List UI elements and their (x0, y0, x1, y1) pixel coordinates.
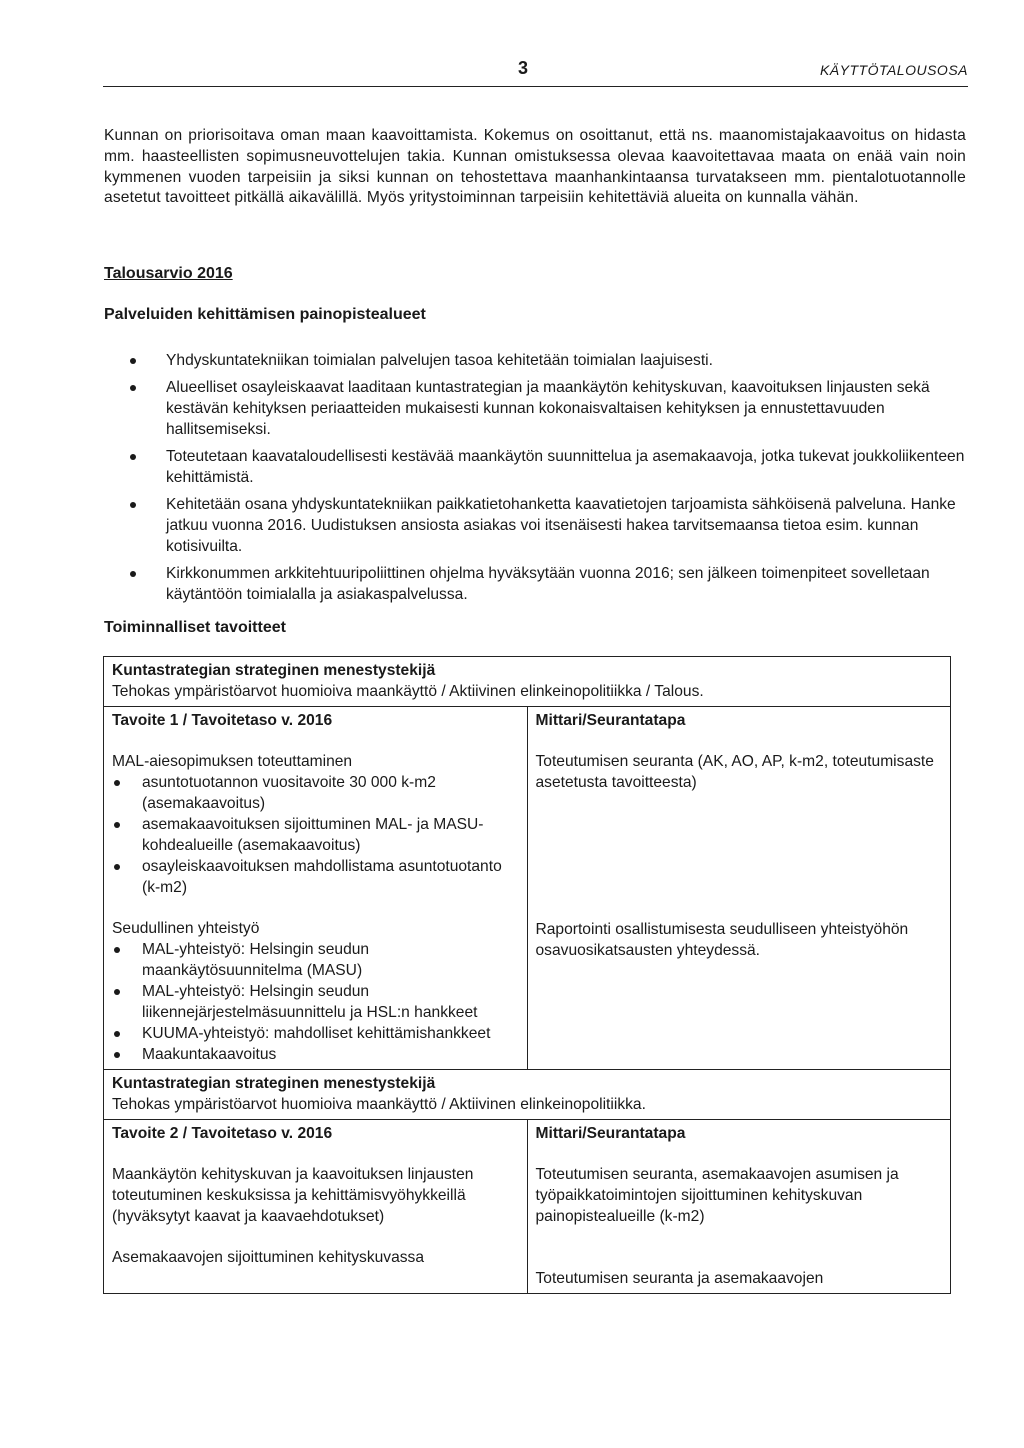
strategy-text: Tehokas ympäristöarvot huomioiva maankäyttö / Aktiivinen elinkeinopolitiikka. (112, 1096, 646, 1113)
strategy-cell (104, 1070, 951, 1120)
metric-cell (527, 1120, 951, 1294)
metric-text: Toteutumisen seuranta (AK, AO, AP, k-m2, toteutumisaste asetetusta tavoitteesta) (535, 753, 934, 791)
goal-group-list (112, 939, 519, 1065)
goal-group-title: MAL-aiesopimuksen toteuttaminen (112, 753, 353, 770)
focus-list (104, 350, 966, 611)
strategy-cell (104, 657, 951, 707)
goal-header: Tavoite 1 / Tavoitetaso v. 2016 (112, 712, 333, 729)
page-header (103, 58, 968, 87)
goals-table (103, 656, 951, 1294)
list-item: Toteutetaan kaavataloudellisesti kestävää maankäytön suunnittelua ja asemakaavoja, jotka tukevat joukkoliikenteen kehittämistä. (104, 446, 966, 488)
list-item: asuntotuotannon vuositavoite 30 000 k-m2 (asemakaavoitus) (112, 772, 519, 814)
budget-heading: Talousarvio 2016 (104, 265, 233, 282)
strategy-text: Tehokas ympäristöarvot huomioiva maankäyttö / Aktiivinen elinkeinopolitiikka / Talous. (112, 683, 704, 700)
intro-paragraph: Kunnan on priorisoitava oman maan kaavoittamista. Kokemus on osoittanut, että ns. maanomistajakaavoitus on hidasta mm. haasteellisten sopimusneuvottelujen takia. Kunnan omistuksessa olevaa kaavoitettavaa maata on enää vain noin kymmenen vuoden tarpeisiin ja siksi kunnan on tehostettava maanhankintaansa turvatakseen mm. pientalotuotannolle asetetut tavoitteet pitkällä aikavälillä. Myös yritystoiminnan tarpeisiin kehitettäviä alueita on kunnalla vähän. (104, 127, 966, 207)
focus-heading: Palveluiden kehittämisen painopistealueet (104, 306, 426, 323)
list-item: asemakaavoituksen sijoittuminen MAL- ja MASU-kohdealueille (asemakaavoitus) (112, 814, 519, 856)
page-number: 3 (518, 58, 529, 78)
list-item: KUUMA-yhteistyö: mahdolliset kehittämishankkeet (112, 1023, 519, 1044)
metric-header: Mittari/Seurantatapa (535, 1125, 686, 1142)
goal-text: Asemakaavojen sijoittuminen kehityskuvassa (112, 1249, 425, 1266)
metric-text: Toteutumisen seuranta, asemakaavojen asumisen ja työpaikkatoimintojen sijoittuminen kehityskuvan painopistealueille (k-m2) (535, 1166, 899, 1225)
goal-group-list (112, 772, 519, 898)
list-item: MAL-yhteistyö: Helsingin seudun maankäytösuunnitelma (MASU) (112, 939, 519, 981)
goal-header: Tavoite 2 / Tavoitetaso v. 2016 (112, 1125, 333, 1142)
table-row (104, 657, 951, 707)
goal-text: Maankäytön kehityskuvan ja kaavoituksen linjausten toteutuminen keskuksissa ja kehittämisvyöhykkeillä (hyväksytyt kaavat ja kaavaehdotukset) (112, 1166, 474, 1225)
metric-header: Mittari/Seurantatapa (535, 712, 686, 729)
strategy-title: Kuntastrategian strateginen menestystekijä (112, 662, 436, 679)
list-item: Kirkkonummen arkkitehtuuripoliittinen ohjelma hyväksytään vuonna 2016; sen jälkeen toimenpiteet sovelletaan käytäntöön toimialalla ja asiakaspalvelussa. (104, 563, 966, 605)
table-row (104, 707, 951, 1070)
goal-cell (104, 707, 528, 1070)
metric-cell (527, 707, 951, 1070)
strategy-title: Kuntastrategian strateginen menestystekijä (112, 1075, 436, 1092)
list-item: osayleiskaavoituksen mahdollistama asuntotuotanto (k-m2) (112, 856, 519, 898)
list-item: Kehitetään osana yhdyskuntatekniikan paikkatietohanketta kaavatietojen tarjoamista sähköisenä palveluna. Hanke jatkuu vuonna 2016. Uudistuksen ansiosta asiakas voi itsenäisesti hakea tarvitsemaansa tietoa esim. kunnan kotisivuilta. (104, 494, 966, 557)
list-item: MAL-yhteistyö: Helsingin seudun liikennejärjestelmäsuunnittelu ja HSL:n hankkeet (112, 981, 519, 1023)
table-row (104, 1070, 951, 1120)
goal-group-title: Seudullinen yhteistyö (112, 920, 260, 937)
metric-text: Toteutumisen seuranta ja asemakaavojen (535, 1270, 824, 1287)
goals-heading: Toiminnalliset tavoitteet (104, 619, 286, 636)
section-title: KÄYTTÖTALOUSOSA (819, 62, 968, 78)
metric-text: Raportointi osallistumisesta seudulliseen yhteistyöhön osavuosikatsausten yhteydessä. (535, 921, 909, 959)
list-item: Alueelliset osayleiskaavat laaditaan kuntastrategian ja maankäytön kehityskuvan, kaavoituksen linjausten sekä kestävän kehityksen periaatteiden mukaisesti kunnan kokonaisvaltaisen kehityksen ja ennustettavuuden hallitsemiseksi. (104, 377, 966, 440)
list-item: Maakuntakaavoitus (112, 1044, 519, 1065)
list-item: Yhdyskuntatekniikan toimialan palvelujen tasoa kehitetään toimialan laajuisesti. (104, 350, 966, 371)
goal-cell (104, 1120, 528, 1294)
table-row (104, 1120, 951, 1294)
